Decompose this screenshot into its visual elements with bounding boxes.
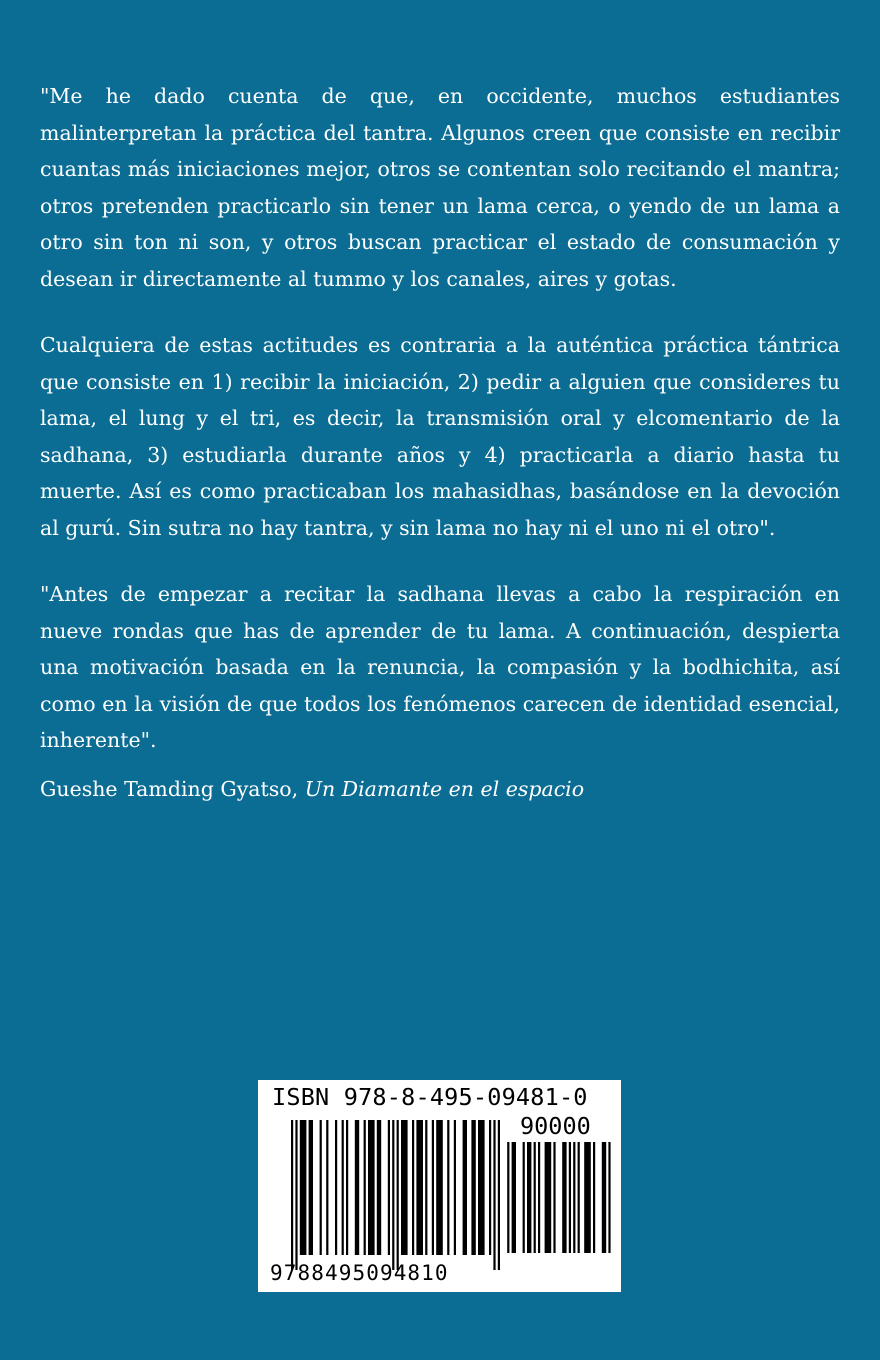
addon-bar <box>584 1142 591 1253</box>
addon-bar <box>562 1142 566 1253</box>
ean-digits: 9788495094810 <box>270 1261 449 1285</box>
addon-bar <box>602 1142 606 1253</box>
ean13-bar <box>463 1120 467 1255</box>
addon-bar <box>553 1142 555 1253</box>
ean13-bar <box>432 1120 434 1255</box>
addon-bar <box>534 1142 536 1253</box>
attribution-book-title: Un Diamante en el espacio <box>304 776 585 801</box>
ean13-bar <box>364 1120 366 1255</box>
back-cover-text <box>40 78 840 807</box>
ean13-bar <box>335 1120 337 1255</box>
ean13-bar <box>388 1120 390 1255</box>
ean13-bar <box>489 1120 491 1255</box>
ean13-bar <box>346 1120 348 1255</box>
ean13-bar <box>416 1120 423 1255</box>
ean13-bar <box>309 1120 313 1255</box>
ean13-bar <box>447 1120 449 1255</box>
ean13-bar <box>425 1120 427 1255</box>
ean13-bar <box>436 1120 443 1255</box>
ean13-bar <box>454 1120 456 1255</box>
ean13-bar <box>397 1120 399 1270</box>
ean13-bar <box>392 1120 394 1270</box>
ean13-bar <box>368 1120 375 1255</box>
isbn-label: ISBN 978-8-495-09481-0 <box>272 1083 588 1111</box>
ean13-bar <box>478 1120 485 1255</box>
quote-paragraph-3: "Antes de empezar a recitar la sadhana llevas a cabo la respiración en nueve rondas que has de aprender de tu lama. A continuación, despierta una motivación basada en la renuncia, la compasión y la bodhichita, así como en la visión de que todos los fenómenos carecen de identidad esencial, inherente". <box>40 582 840 752</box>
ean13-bar <box>412 1120 414 1255</box>
addon-bar <box>545 1142 552 1253</box>
ean13-bar <box>300 1120 307 1255</box>
addon-bar <box>507 1142 509 1253</box>
price-code: 90000 <box>520 1112 591 1140</box>
addon-bar <box>512 1142 516 1253</box>
ean13-bar <box>320 1120 322 1255</box>
addon-bar <box>569 1142 571 1253</box>
addon-bar <box>527 1142 531 1253</box>
addon-bar <box>578 1142 580 1253</box>
ean13-bar <box>377 1120 381 1255</box>
ean13-bar <box>342 1120 344 1255</box>
ean13-bar <box>401 1120 408 1255</box>
ean13-bar <box>355 1120 359 1255</box>
addon-bar <box>523 1142 525 1253</box>
addon-bar <box>593 1142 595 1253</box>
attribution <box>40 771 840 808</box>
ean13-bar <box>493 1120 495 1270</box>
ean13-bar <box>498 1120 500 1270</box>
quote-paragraph-1: "Me he dado cuenta de que, en occidente, muchos estudiantes malinterpretan la práctica del tantra. Algunos creen que consiste en recibir cuantas más iniciaciones mejor, otros se contentan solo recitando el mantra; otros pretenden practicarlo sin tener un lama cerca, o yendo de un lama a otro sin ton ni son, y otros buscan practicar el estado de consumación y desean ir directamente al tummo y los canales, aires y gotas. <box>40 84 840 291</box>
ean13-bar <box>295 1120 297 1270</box>
addon-bar <box>608 1142 610 1253</box>
ean13-bar <box>471 1120 475 1255</box>
addon-bar <box>538 1142 540 1253</box>
attribution-author: Gueshe Tamding Gyatso, <box>40 776 299 801</box>
quote-paragraph-2: Cualquiera de estas actitudes es contraria a la auténtica práctica tántrica que consiste en 1) recibir la iniciación, 2) pedir a alguien que consideres tu lama, el lung y el tri, es decir, la transmisión oral y elcomentario de la sadhana, 3) estudiarla durante años y 4) practicarla a diario hasta tu muerte. Así es como practicaban los mahasidhas, basándose en la devoción al gurú. Sin sutra no hay tantra, y sin lama no hay ni el uno ni el otro". <box>40 333 840 540</box>
ean13-bar <box>291 1120 293 1270</box>
addon-bar <box>573 1142 575 1253</box>
ean13-bar <box>326 1120 328 1255</box>
isbn-barcode <box>258 1080 621 1292</box>
